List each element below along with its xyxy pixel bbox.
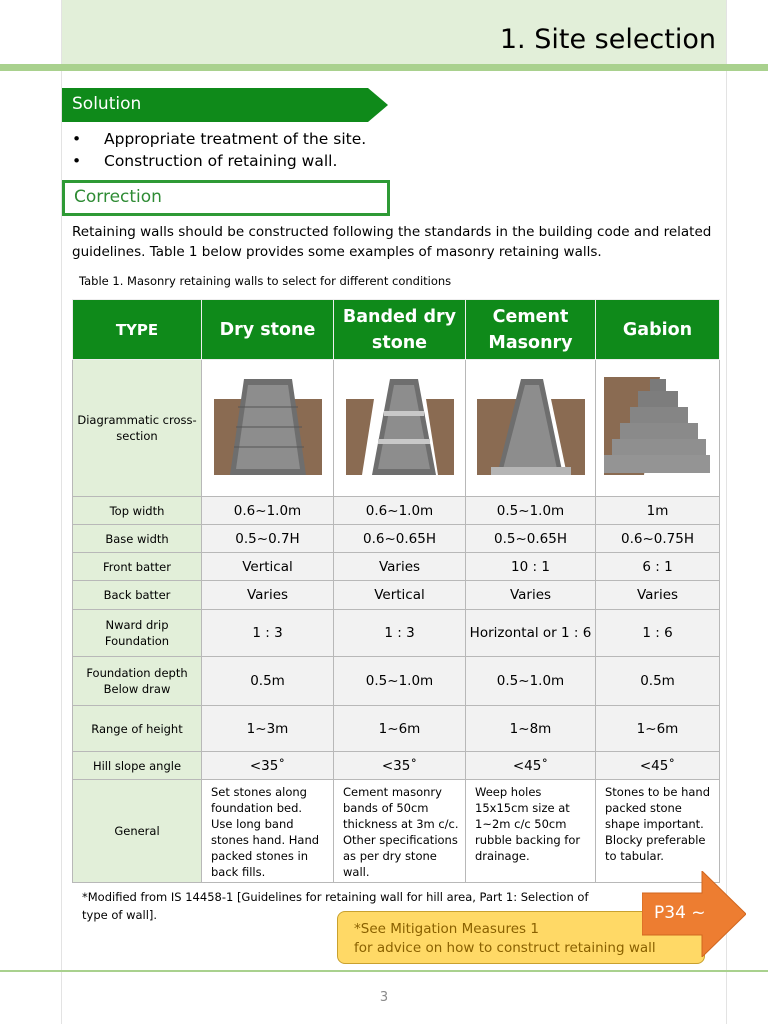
table-cell: 0.5~0.65H: [466, 525, 596, 553]
table-row: [73, 610, 720, 657]
table-cell: Set stones along foundation bed. Use long band stones hand. Hand packed stones in back fills.: [202, 780, 334, 883]
table-cell: Varies: [596, 581, 720, 610]
table-cell: 1m: [596, 497, 720, 525]
table-row: [73, 581, 720, 610]
banded-dry-stone-diagram: [334, 360, 466, 497]
table-cell: 0.5~1.0m: [466, 497, 596, 525]
table-cell: Vertical: [202, 553, 334, 581]
header-dry-stone: Dry stone: [202, 300, 334, 360]
row-label: Top width: [73, 497, 202, 525]
table-header-row: [73, 300, 720, 360]
arrow-label: P34 ~: [654, 903, 706, 923]
table-cell: Vertical: [334, 581, 466, 610]
row-label: Diagrammatic cross-section: [73, 360, 202, 497]
table-cell: Varies: [202, 581, 334, 610]
row-label: Hill slope angle: [73, 752, 202, 780]
table-cell: 6 : 1: [596, 553, 720, 581]
correction-heading: Correction: [74, 187, 162, 207]
callout-line: *See Mitigation Measures 1: [354, 921, 539, 937]
table-cell: Horizontal or 1 : 6: [466, 610, 596, 657]
row-label: General: [73, 780, 202, 883]
row-label: Front batter: [73, 553, 202, 581]
intro-paragraph: Retaining walls should be constructed following the standards in the building code and related guidelines. Table 1 below provides some examples of masonry retaining walls.: [72, 224, 712, 260]
cross-section-image: [604, 377, 712, 475]
table-row: [73, 497, 720, 525]
table-cell: 1 : 6: [596, 610, 720, 657]
table-cell: 1~6m: [596, 706, 720, 752]
table-row: [73, 657, 720, 706]
table-cell: Stones to be hand packed stone shape important. Blocky preferable to tabular.: [596, 780, 720, 883]
table-footnote: *Modified from IS 14458-1 [Guidelines for retaining wall for hill area, Part 1: Selection of type of wall].: [82, 890, 589, 922]
table-cell: 1~8m: [466, 706, 596, 752]
table-row: [73, 360, 720, 497]
dry-stone-diagram: [202, 360, 334, 497]
solution-heading: Solution: [72, 94, 142, 114]
table-row: [73, 752, 720, 780]
page-reference-arrow[interactable]: [642, 871, 746, 957]
table-cell: <35˚: [334, 752, 466, 780]
table-cell: Varies: [466, 581, 596, 610]
table-cell: 0.5m: [202, 657, 334, 706]
table-cell: <45˚: [596, 752, 720, 780]
cement-masonry-diagram: [466, 360, 596, 497]
header-banded-dry-stone: Banded dry stone: [334, 300, 466, 360]
table-row: [73, 706, 720, 752]
footer-rule: [0, 970, 768, 972]
cross-section-image: [214, 377, 322, 475]
cross-section-image: [477, 377, 585, 475]
table-caption: Table 1. Masonry retaining walls to select for different conditions: [79, 274, 452, 288]
table-cell: 1 : 3: [334, 610, 466, 657]
gabion-diagram: [596, 360, 720, 497]
solution-banner: [62, 88, 388, 122]
row-label: Nward drip Foundation: [73, 610, 202, 657]
header-type: TYPE: [73, 300, 202, 360]
header-cement-masonry: Cement Masonry: [466, 300, 596, 360]
table-cell: Cement masonry bands of 50cm thickness at 3m c/c. Other specifications as per dry stone wall.: [334, 780, 466, 883]
table-cell: 0.5~1.0m: [334, 657, 466, 706]
table-row: [73, 525, 720, 553]
correction-banner: [62, 180, 390, 216]
callout-line: for advice on how to construct retaining wall: [354, 940, 656, 956]
row-label: Foundation depth Below draw: [73, 657, 202, 706]
bullet-item: • Appropriate treatment of the site.: [72, 128, 366, 150]
table-cell: 0.6~0.75H: [596, 525, 720, 553]
table-cell: <45˚: [466, 752, 596, 780]
table-cell: 1~6m: [334, 706, 466, 752]
row-label: Back batter: [73, 581, 202, 610]
table-cell: 0.6~0.65H: [334, 525, 466, 553]
table-cell: 0.6~1.0m: [334, 497, 466, 525]
table-cell: 0.5~1.0m: [466, 657, 596, 706]
table-cell: Weep holes 15x15cm size at 1~2m c/c 50cm rubble backing for drainage.: [466, 780, 596, 883]
row-label: Base width: [73, 525, 202, 553]
cross-section-image: [346, 377, 454, 475]
table-cell: 10 : 1: [466, 553, 596, 581]
table-cell: 0.5~0.7H: [202, 525, 334, 553]
bullet-item: • Construction of retaining wall.: [72, 150, 366, 172]
table-cell: 1 : 3: [202, 610, 334, 657]
retaining-wall-table: [72, 299, 720, 883]
table-cell: Varies: [334, 553, 466, 581]
row-label: Range of height: [73, 706, 202, 752]
table-row: [73, 553, 720, 581]
page-number: 3: [379, 990, 389, 1005]
table-cell: 0.5m: [596, 657, 720, 706]
solution-bullet-list: [72, 128, 366, 172]
callout-text: [354, 920, 656, 958]
left-margin-line: [61, 0, 62, 1024]
header-gabion: Gabion: [596, 300, 720, 360]
table-row: [73, 780, 720, 883]
header-rule: [0, 64, 768, 71]
page-title: 1. Site selection: [499, 24, 716, 55]
table-cell: 0.6~1.0m: [202, 497, 334, 525]
table-cell: 1~3m: [202, 706, 334, 752]
table-cell: <35˚: [202, 752, 334, 780]
